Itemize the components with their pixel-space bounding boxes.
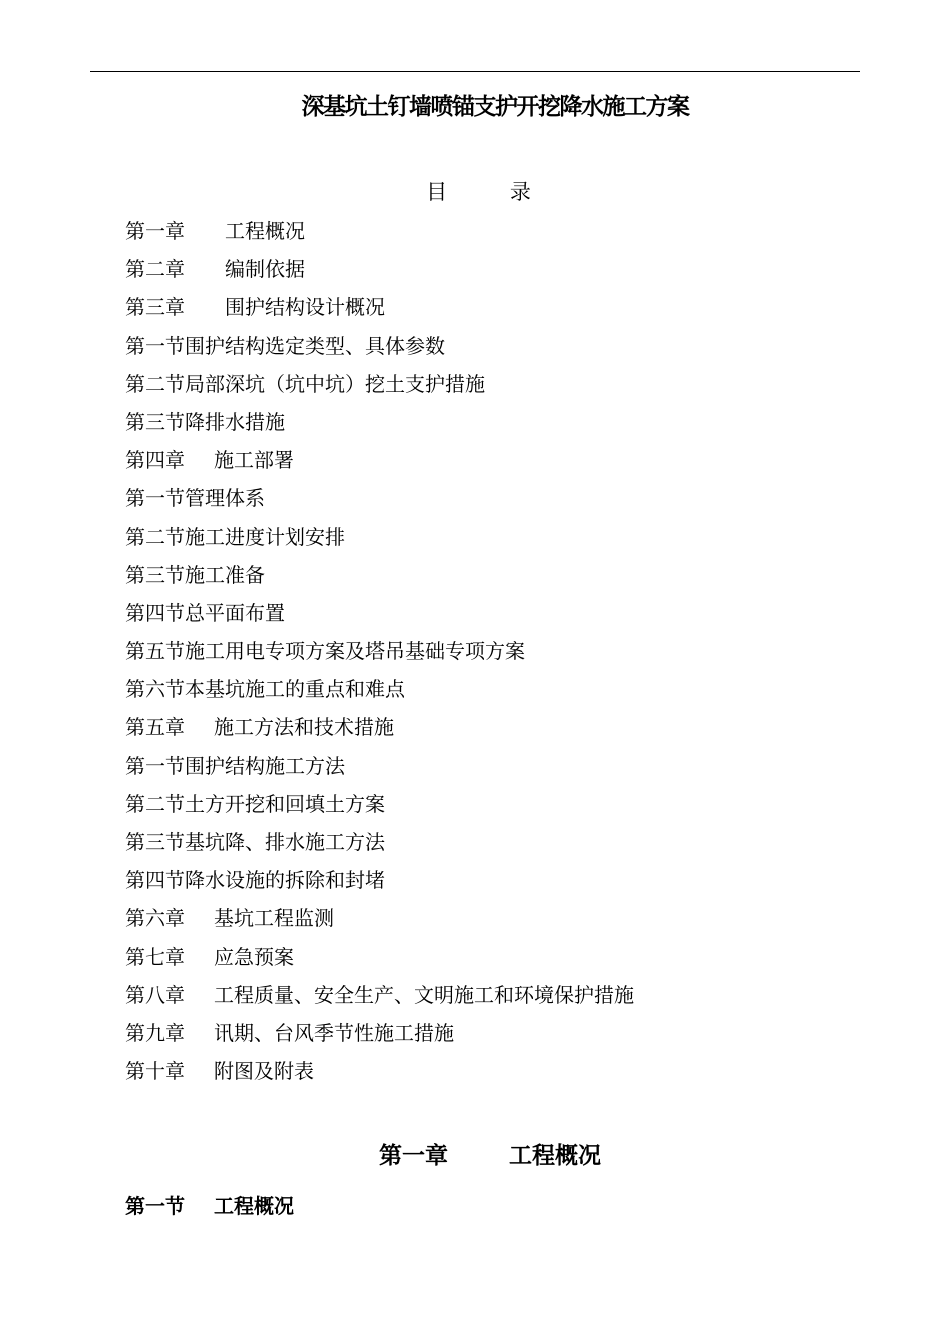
toc-item-text: 工程概况 [225, 219, 305, 243]
toc-item-number: 第二章 [125, 257, 185, 282]
chapter-heading [379, 1140, 601, 1172]
toc-item-number: 第九章 [125, 1020, 185, 1045]
toc-item-number: 第六章 [125, 906, 185, 931]
header-rule [90, 71, 860, 72]
toc-item-number: 第四章 [125, 448, 185, 473]
toc-item-number: 第三节 [125, 562, 185, 587]
toc-item[interactable] [125, 443, 634, 481]
toc-item-number: 第三节 [125, 409, 185, 434]
toc-item-number: 第三章 [125, 295, 185, 320]
toc-item-number: 第四节 [125, 600, 185, 625]
toc-item[interactable] [125, 634, 634, 672]
toc-item[interactable] [125, 481, 634, 519]
toc-item[interactable] [125, 252, 634, 290]
toc-item-number: 第一节 [125, 333, 185, 358]
toc-item[interactable] [125, 290, 634, 328]
toc-item-number: 第八章 [125, 982, 185, 1007]
toc-item-text: 围护结构选定类型、具体参数 [185, 333, 445, 358]
toc-item-number: 第一节 [125, 486, 185, 511]
toc-item-text: 基坑降、排水施工方法 [185, 830, 385, 854]
toc-item-text: 附图及附表 [214, 1059, 314, 1084]
section-title: 工程概况 [214, 1194, 294, 1218]
section-heading [125, 1190, 294, 1222]
toc-item[interactable] [125, 825, 634, 863]
toc-item-number: 第一节 [125, 753, 185, 778]
toc-item[interactable] [125, 863, 634, 901]
toc-item-number: 第一章 [125, 219, 185, 243]
toc-item-text: 工程质量、安全生产、文明施工和环境保护措施 [214, 982, 634, 1007]
toc-item[interactable] [125, 1016, 634, 1054]
toc-item[interactable] [125, 405, 634, 443]
toc-item-text: 本基坑施工的重点和难点 [185, 677, 405, 702]
toc-item-text: 围护结构施工方法 [185, 753, 345, 778]
toc-item-text: 施工部署 [214, 448, 294, 473]
toc-item[interactable] [125, 901, 634, 939]
toc-item-text: 讯期、台风季节性施工措施 [214, 1020, 454, 1045]
toc-item[interactable] [125, 214, 634, 252]
toc-item-number: 第十章 [125, 1059, 185, 1084]
toc-item-text: 降水设施的拆除和封堵 [185, 868, 385, 893]
toc-item[interactable] [125, 978, 634, 1016]
toc-heading: 目 录 [426, 180, 559, 204]
toc-item-text: 施工用电专项方案及塔吊基础专项方案 [185, 639, 525, 664]
toc-item[interactable] [125, 367, 634, 405]
toc-item-text: 施工准备 [185, 562, 265, 587]
toc-item-text: 基坑工程监测 [214, 906, 334, 931]
toc-item-number: 第二节 [125, 371, 185, 396]
toc-item-text: 总平面布置 [185, 600, 285, 625]
toc-item[interactable] [125, 787, 634, 825]
toc-item-number: 第五章 [125, 715, 185, 740]
toc-item-text: 施工方法和技术措施 [214, 715, 394, 740]
toc-item-number: 第三节 [125, 830, 185, 854]
toc-item-number: 第四节 [125, 868, 185, 893]
toc-item-text: 土方开挖和回填土方案 [185, 791, 385, 816]
toc-item-text: 围护结构设计概况 [225, 295, 385, 320]
toc-item-text: 局部深坑（坑中坑）挖土支护措施 [185, 371, 485, 396]
toc-item-number: 第五节 [125, 639, 185, 664]
toc-item-number: 第六节 [125, 677, 185, 702]
toc-item-text: 管理体系 [185, 486, 265, 511]
chapter-number: 第一章 [379, 1142, 448, 1169]
table-of-contents [125, 214, 634, 1092]
toc-item[interactable] [125, 749, 634, 787]
toc-item-text: 施工进度计划安排 [185, 524, 345, 549]
toc-item-text: 降排水措施 [185, 409, 285, 434]
toc-item[interactable] [125, 329, 634, 367]
chapter-title: 工程概况 [509, 1142, 601, 1169]
toc-item[interactable] [125, 710, 634, 748]
toc-item-number: 第七章 [125, 944, 185, 969]
toc-item[interactable] [125, 940, 634, 978]
toc-item[interactable] [125, 1054, 634, 1092]
toc-item[interactable] [125, 672, 634, 710]
document-title: 深基坑土钉墙喷锚支护开挖降水施工方案 [301, 93, 689, 120]
toc-item[interactable] [125, 596, 634, 634]
toc-item[interactable] [125, 558, 634, 596]
toc-item[interactable] [125, 520, 634, 558]
toc-item-text: 应急预案 [214, 944, 294, 969]
toc-item-number: 第二节 [125, 791, 185, 816]
toc-item-text: 编制依据 [225, 257, 305, 282]
toc-item-number: 第二节 [125, 524, 185, 549]
section-number: 第一节 [125, 1194, 185, 1218]
